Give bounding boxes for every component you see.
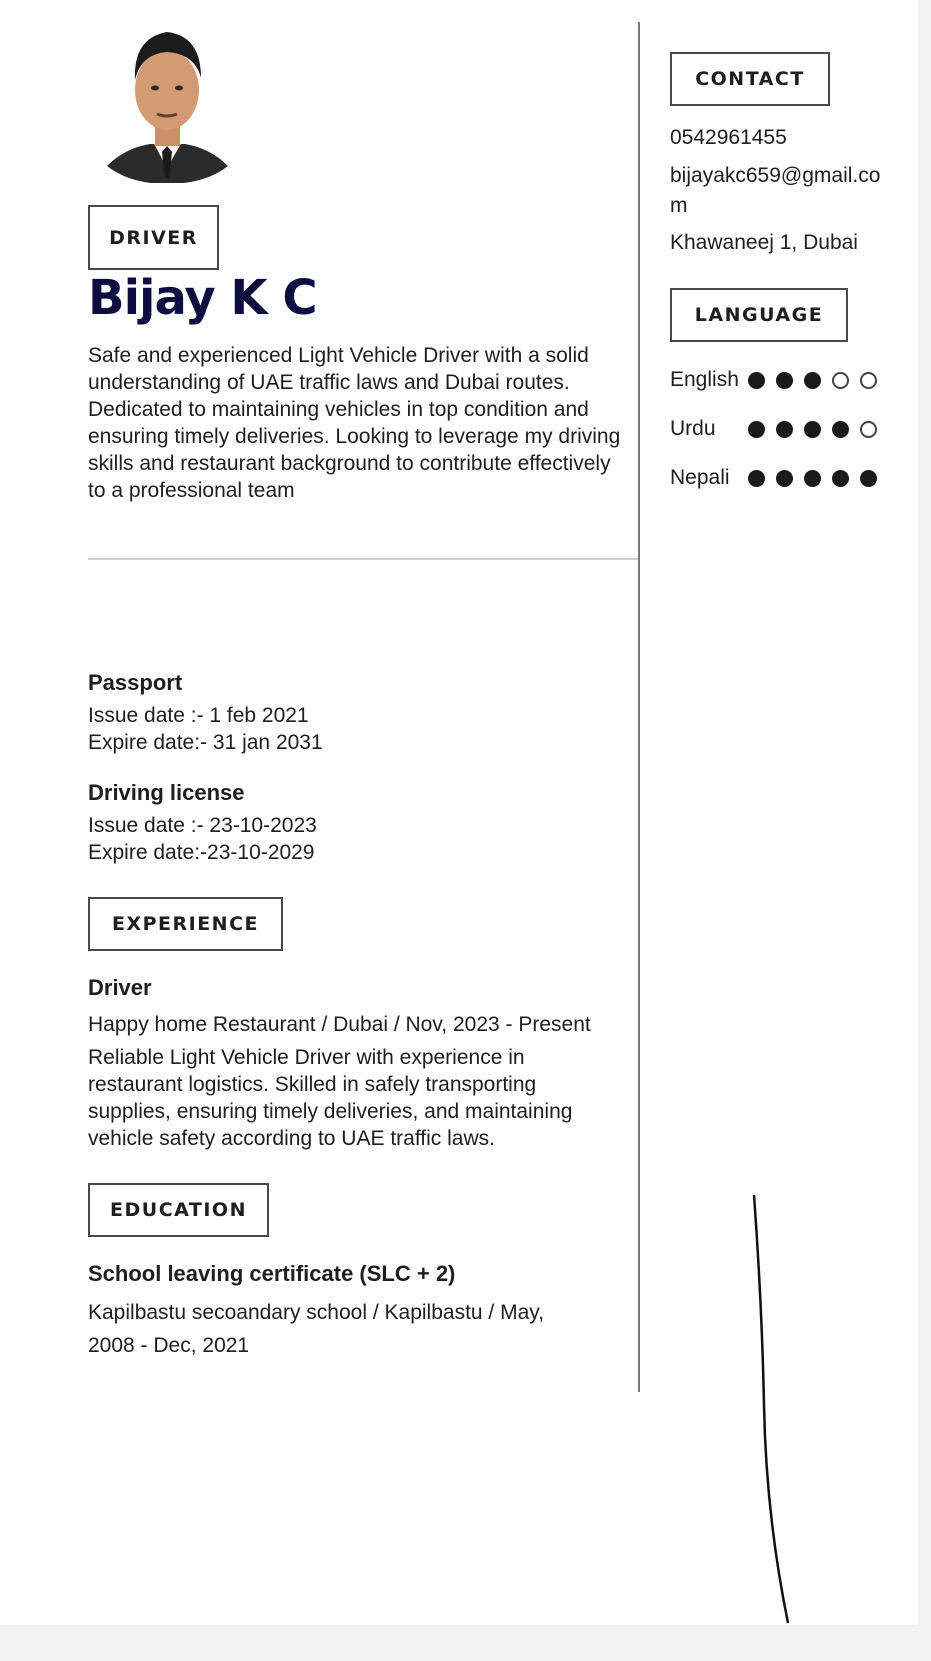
passport-issue-date: Issue date :- 1 feb 2021 xyxy=(88,704,309,727)
column-divider xyxy=(638,22,640,1392)
rating-dot-filled xyxy=(860,470,877,487)
language-row xyxy=(670,368,877,392)
contact-phone: 0542961455 xyxy=(670,126,787,149)
rating-dot-filled xyxy=(748,421,765,438)
license-title: Driving license xyxy=(88,780,245,805)
candidate-name: Bijay K C xyxy=(88,270,317,326)
rating-dot-filled xyxy=(776,470,793,487)
rating-dot-filled xyxy=(804,372,821,389)
rating-dot-empty xyxy=(860,421,877,438)
rating-dot-filled xyxy=(804,470,821,487)
rating-dot-filled xyxy=(776,421,793,438)
experience-description: Reliable Light Vehicle Driver with experience in restaurant logistics. Skilled in safely transporting supplies, ensuring timely deliveries, and maintaining vehicle safety according to UAE traffic laws. xyxy=(88,1046,573,1150)
language-row xyxy=(670,466,877,490)
rating-dot-filled xyxy=(832,470,849,487)
education-heading: EDUCATION xyxy=(88,1183,269,1237)
experience-heading: EXPERIENCE xyxy=(88,897,283,951)
passport-expire-date: Expire date:- 31 jan 2031 xyxy=(88,731,323,754)
section-divider xyxy=(88,558,638,560)
contact-email-line2: m xyxy=(670,194,688,217)
language-row xyxy=(670,417,877,441)
experience-meta: Happy home Restaurant / Dubai / Nov, 2023 - Present xyxy=(88,1013,591,1036)
education-meta: Kapilbastu secoandary school / Kapilbastu / May, 2008 - Dec, 2021 xyxy=(88,1301,545,1357)
rating-dot-filled xyxy=(832,421,849,438)
contact-address: Khawaneej 1, Dubai xyxy=(670,231,858,254)
language-heading: LANGUAGE xyxy=(670,288,848,342)
license-issue-date: Issue date :- 23-10-2023 xyxy=(88,814,317,837)
language-rating xyxy=(748,470,877,487)
contact-heading: CONTACT xyxy=(670,52,830,106)
contact-email-line1: bijayakc659@gmail.co xyxy=(670,164,881,187)
education-title: School leaving certificate (SLC + 2) xyxy=(88,1261,456,1286)
language-rating xyxy=(748,421,877,438)
experience-title: Driver xyxy=(88,975,152,1000)
profile-photo xyxy=(105,18,230,183)
rating-dot-filled xyxy=(748,470,765,487)
pen-stroke-mark xyxy=(740,1185,800,1625)
language-name: Nepali xyxy=(670,466,730,489)
rating-dot-empty xyxy=(832,372,849,389)
language-rating xyxy=(748,372,877,389)
rating-dot-filled xyxy=(776,372,793,389)
rating-dot-empty xyxy=(860,372,877,389)
rating-dot-filled xyxy=(748,372,765,389)
profile-summary: Safe and experienced Light Vehicle Driver with a solid understanding of UAE traffic laws and Dubai routes. Dedicated to maintaining vehicles in top condition and ensuring timely deliveries. Looking to leverage my driving skills and restaurant background to contribute effectively to a professional team xyxy=(88,344,621,502)
language-name: Urdu xyxy=(670,417,716,440)
language-name: English xyxy=(670,368,739,391)
passport-title: Passport xyxy=(88,670,183,695)
role-label-box: DRIVER xyxy=(88,205,219,270)
rating-dot-filled xyxy=(804,421,821,438)
license-expire-date: Expire date:-23-10-2029 xyxy=(88,841,315,864)
